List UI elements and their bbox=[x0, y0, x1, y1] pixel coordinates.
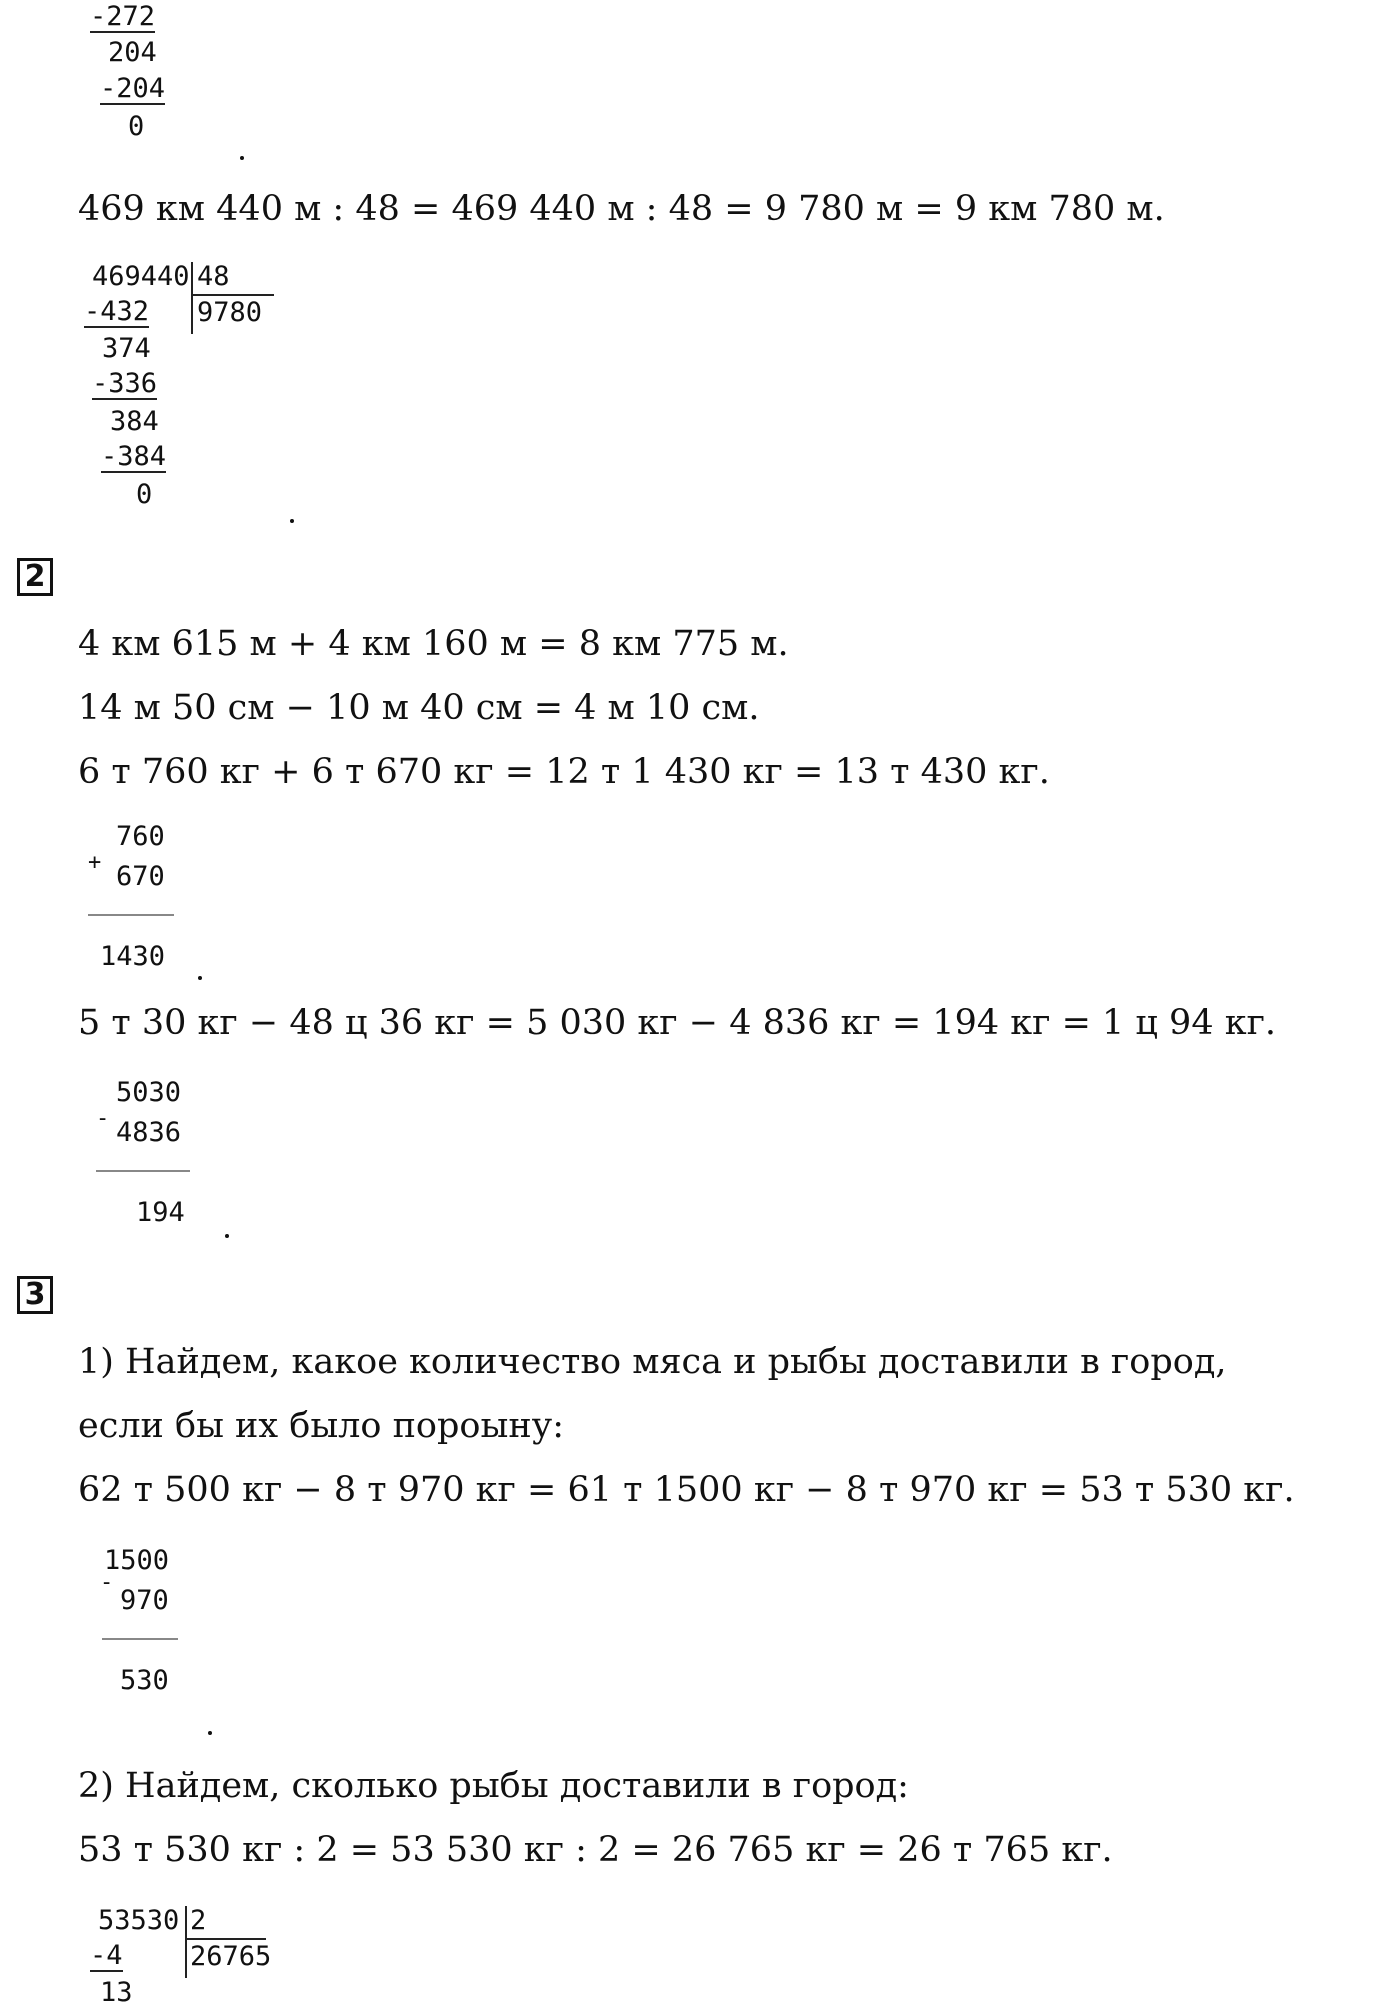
difference-result: 530 bbox=[120, 1665, 169, 1696]
equation-line: 469 км 440 м : 48 = 469 440 м : 48 = 9 780 м = 9 км 780 м. bbox=[78, 189, 1165, 229]
division-row: 384 bbox=[110, 406, 159, 437]
equation-line: если бы их было пороыну: bbox=[78, 1406, 565, 1446]
task-number-badge: 2 bbox=[17, 558, 53, 596]
equation-line: 1) Найдем, какое количество мяса и рыбы доставили в город, bbox=[78, 1342, 1227, 1382]
quotient: 9780 bbox=[197, 297, 263, 328]
minus-sign: - bbox=[100, 1570, 114, 1595]
equation-line: 4 км 615 м + 4 км 160 м = 8 км 775 м. bbox=[78, 624, 789, 664]
dividend: 469440 bbox=[92, 261, 190, 292]
task-number-badge: 3 bbox=[17, 1276, 53, 1314]
division-row: -336 bbox=[92, 368, 158, 399]
difference-result: 194 bbox=[136, 1197, 185, 1228]
division-row: 0 bbox=[136, 479, 153, 510]
long-division-53530 bbox=[90, 1906, 290, 2007]
equation-line: 6 т 760 кг + 6 т 670 кг = 12 т 1 430 кг = 13 т 430 кг. bbox=[78, 752, 1050, 792]
quotient: 26765 bbox=[190, 1941, 272, 1972]
minuend: 5030 bbox=[116, 1077, 182, 1108]
addend: 760 bbox=[116, 821, 165, 852]
period-mark bbox=[208, 1731, 212, 1735]
column-subtraction bbox=[96, 1078, 216, 1228]
plus-sign: + bbox=[88, 850, 102, 875]
subtrahend: 970 bbox=[120, 1585, 169, 1616]
column-addition bbox=[88, 822, 208, 972]
equation-line: 5 т 30 кг − 48 ц 36 кг = 5 030 кг − 4 836 кг = 194 кг = 1 ц 94 кг. bbox=[78, 1003, 1277, 1043]
equation-line: 53 т 530 кг : 2 = 53 530 кг : 2 = 26 765 кг = 26 т 765 кг. bbox=[78, 1830, 1113, 1870]
period-mark bbox=[240, 156, 244, 160]
divisor: 2 bbox=[190, 1905, 207, 1936]
addend: 670 bbox=[116, 861, 165, 892]
period-mark bbox=[198, 976, 202, 980]
division-row: 13 bbox=[100, 1977, 133, 2008]
subtrahend: 4836 bbox=[116, 1117, 182, 1148]
minuend: 1500 bbox=[104, 1545, 170, 1576]
period-mark bbox=[290, 519, 294, 523]
column-subtraction bbox=[100, 1546, 220, 1696]
division-row: -432 bbox=[84, 296, 150, 327]
division-row: -204 bbox=[100, 73, 166, 104]
division-row: 374 bbox=[102, 333, 151, 364]
divisor: 48 bbox=[197, 261, 230, 292]
equation-line: 14 м 50 см − 10 м 40 см = 4 м 10 см. bbox=[78, 688, 760, 728]
division-row: 204 bbox=[108, 37, 157, 68]
minus-sign: - bbox=[96, 1106, 110, 1131]
sum-result: 1430 bbox=[100, 941, 166, 972]
division-row: 0 bbox=[128, 111, 145, 142]
dividend: 53530 bbox=[98, 1905, 180, 1936]
division-row: -272 bbox=[90, 1, 156, 32]
division-row: -4 bbox=[90, 1940, 123, 1971]
period-mark bbox=[225, 1234, 229, 1238]
long-division-469440 bbox=[82, 262, 282, 522]
division-row: -384 bbox=[101, 441, 167, 472]
equation-line: 2) Найдем, сколько рыбы доставили в город: bbox=[78, 1766, 909, 1806]
equation-line: 62 т 500 кг − 8 т 970 кг = 61 т 1500 кг − 8 т 970 кг = 53 т 530 кг. bbox=[78, 1470, 1295, 1510]
